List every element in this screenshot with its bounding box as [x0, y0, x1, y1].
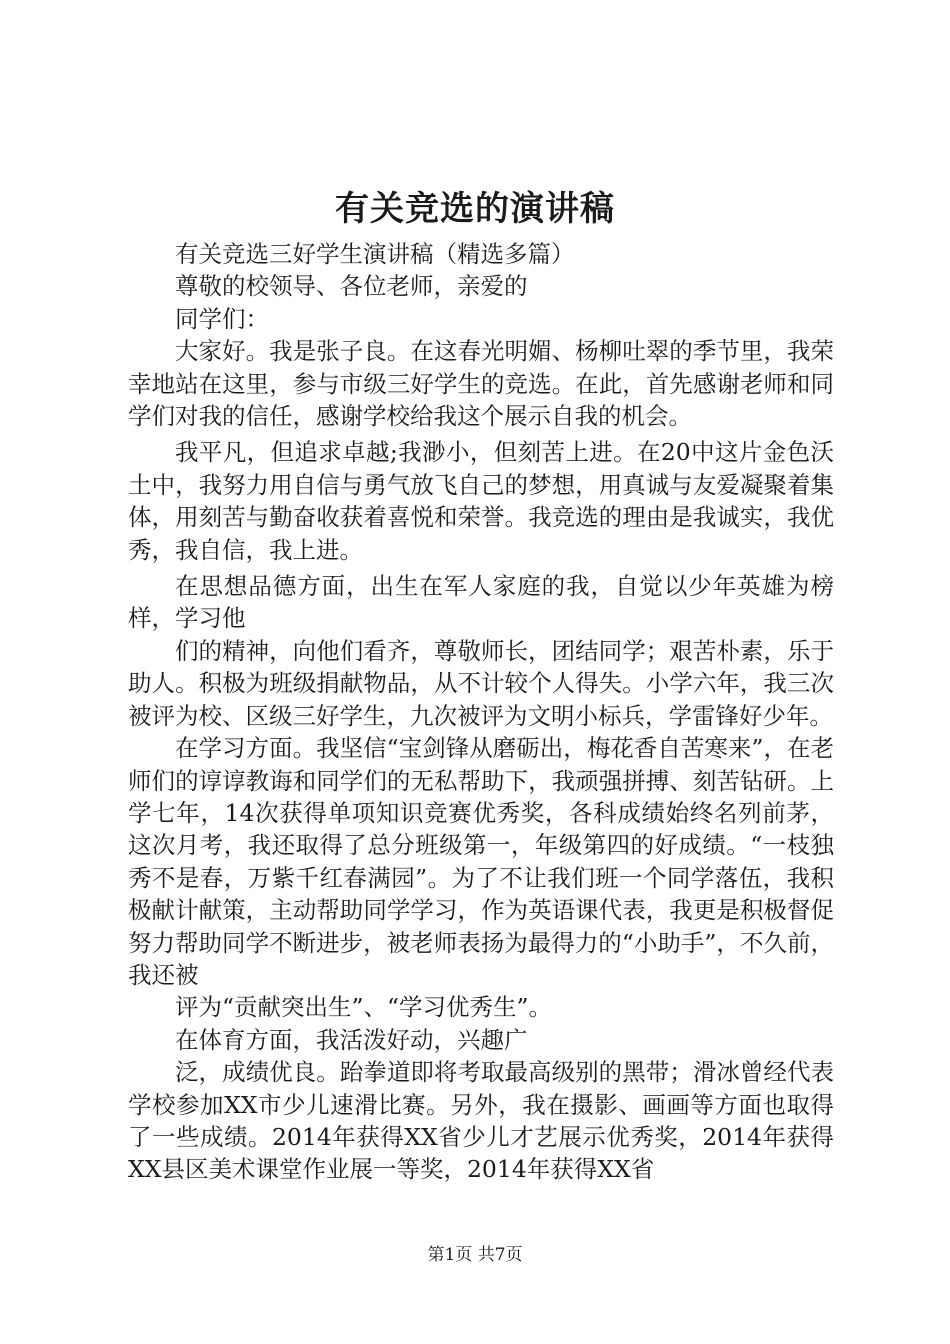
paragraph-study-cont: 评为“贡献突出生”、“学习优秀生”。 — [175, 993, 553, 1022]
paragraph-subtitle: 有关竞选三好学生演讲稿（精选多篇） — [175, 240, 575, 268]
paragraph-morality-cont: 们的精神，向他们看齐，尊敬师长，团结同学；艰苦朴素，乐于助人。积极为班级捐献物品，从不计较个人得失。小学六年，我三次被评为校、区级三好学生，九次被评为文明小标兵，学雷锋好少年。 — [128, 636, 834, 730]
paragraph-salutation: 尊敬的校领导、各位老师，亲爱的 — [175, 272, 528, 301]
paragraph-sports-cont: 泛，成绩优良。跆拳道即将考取最高级别的黑带；滑冰曾经代表学校参加XX市少儿速滑比赛。另外，我在摄影、画画等方面也取得了一些成绩。2014年获得XX省少儿才艺展示优秀奖，2014年获得XX县区美术课堂作业展一等奖，2014年获得XX省 — [128, 1058, 834, 1184]
paragraph-sports: 在体育方面，我活泼好动，兴趣广 — [175, 1025, 528, 1054]
paragraph-salutation-cont: 同学们： — [175, 304, 269, 333]
document-body — [128, 238, 834, 1186]
paragraph-reasons: 我平凡，但追求卓越;我渺小，但刻苦上进。在20中这片金色沃土中，我努力用自信与勇气放飞自己的梦想，用真诚与友爱凝聚着集体，用刻苦与勤奋收获着喜悦和荣誉。我竞选的理由是我诚实，我优秀，我自信，我上进。 — [128, 438, 834, 564]
document-title: 有关竞选的演讲稿 — [335, 189, 615, 229]
paragraph-morality: 在思想品德方面，出生在军人家庭的我，自觉以少年英雄为榜样，学习他 — [128, 572, 834, 633]
paragraph-study: 在学习方面。我坚信“宝剑锋从磨砺出，梅花香自苦寒来”，在老师们的谆谆教诲和同学们的无私帮助下，我顽强拼搏、刻苦钻研。上学七年，14次获得单项知识竞赛优秀奖，各科成绩始终名列前茅，这次月考，我还取得了总分班级第一，年级第四的好成绩。“一枝独秀不是春，万紫千红春满园”。为了不让我们班一个同学落伍，我积极献计献策，主动帮助同学学习，作为英语课代表，我更是积极督促努力帮助同学不断进步，被老师表扬为最得力的“小助手”，不久前，我还被 — [128, 734, 834, 989]
page-number: 第1页 共7页 — [427, 1245, 523, 1265]
paragraph-intro: 大家好。我是张子良。在这春光明媚、杨柳吐翠的季节里，我荣幸地站在这里，参与市级三好学生的竞选。在此，首先感谢老师和同学们对我的信任，感谢学校给我这个展示自我的机会。 — [128, 337, 834, 431]
